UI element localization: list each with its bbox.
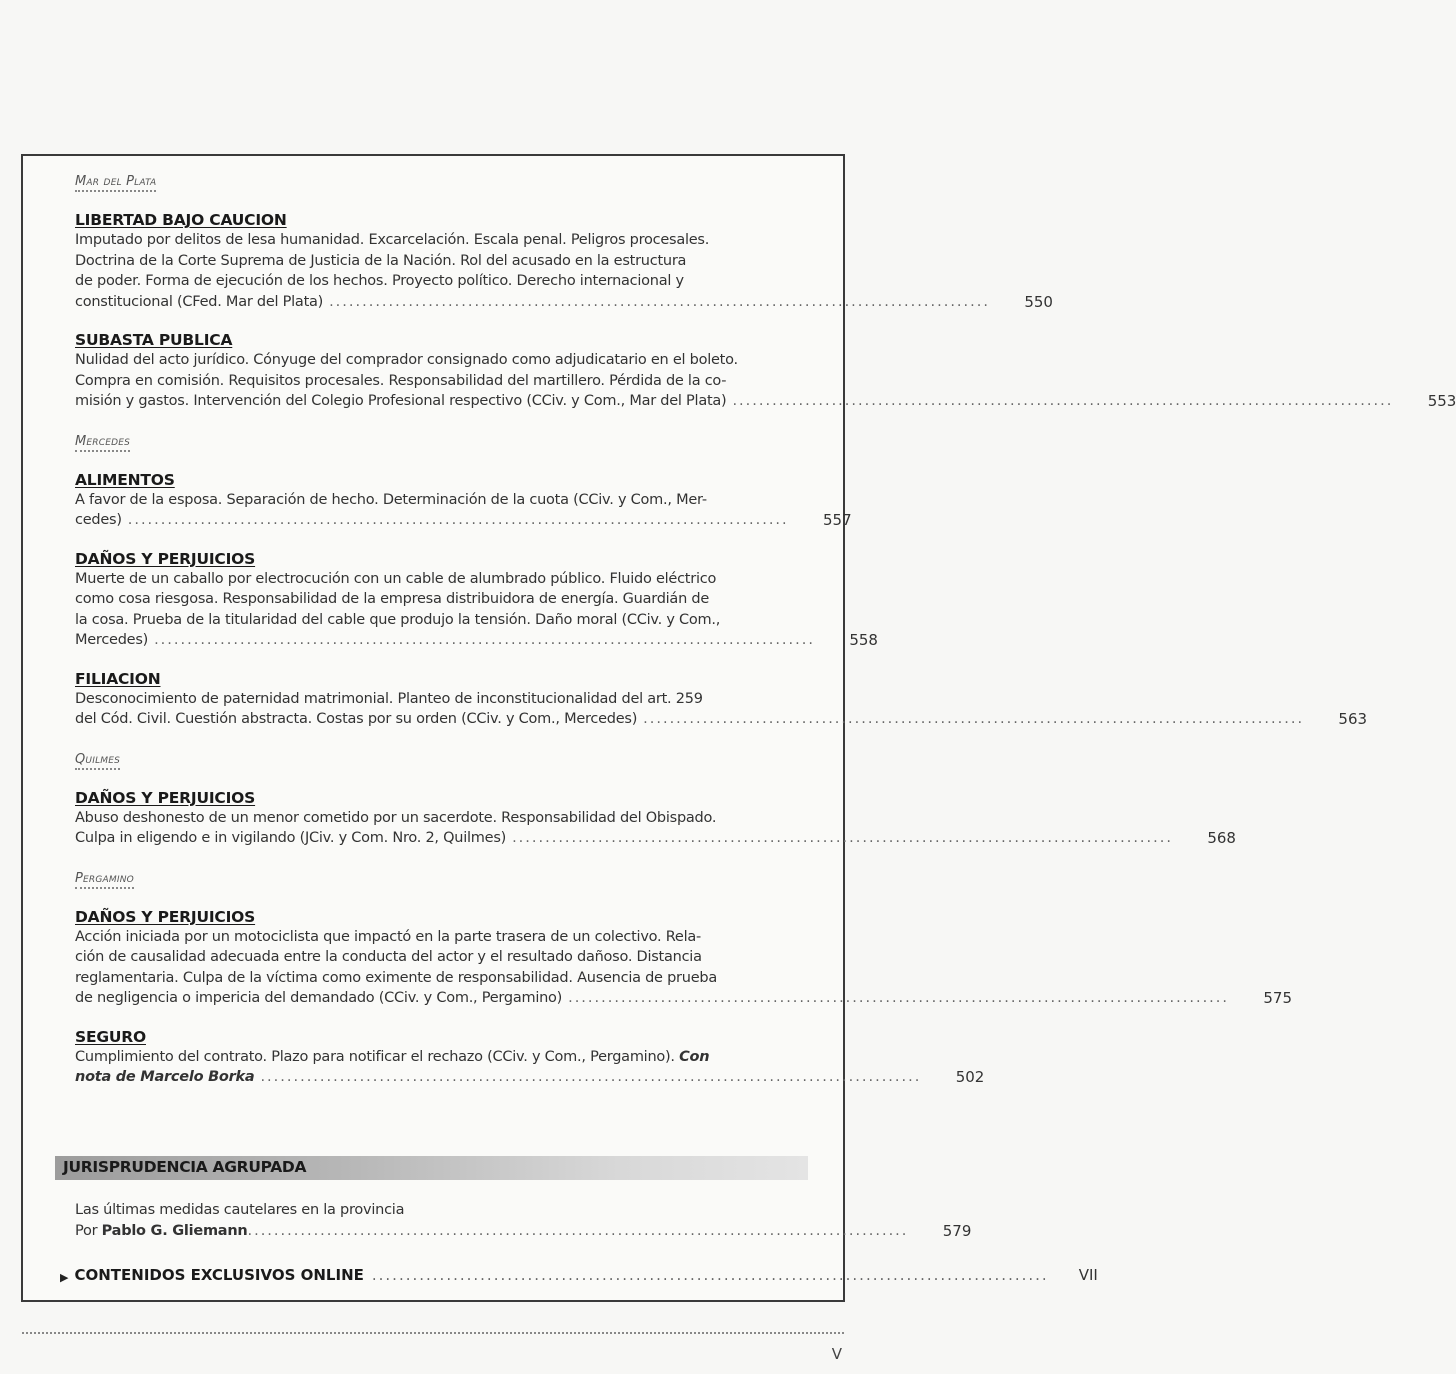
entry-description-line: Imputado por delitos de lesa humanidad. Excarcelación. Escala penal. Peligros procesales. bbox=[75, 232, 710, 248]
entry-title: FILIACION bbox=[75, 669, 161, 688]
entry-page-number: 558 bbox=[849, 631, 878, 649]
index-content bbox=[75, 170, 1456, 1106]
location-heading: Pergamino bbox=[75, 871, 134, 889]
entry-page-number: 550 bbox=[1024, 292, 1053, 311]
entry-page-number: 563 bbox=[1338, 710, 1368, 728]
dot-leader: .................................................................................................... bbox=[154, 632, 815, 648]
index-entry bbox=[75, 788, 1236, 849]
dot-leader: .................................................................................................... bbox=[247, 1222, 909, 1239]
location-heading: Mercedes bbox=[75, 434, 130, 452]
index-entry bbox=[75, 669, 1368, 730]
dot-leader: .................................................................................................... bbox=[260, 1069, 922, 1085]
entry-description-line: constitucional (CFed. Mar del Plata) bbox=[75, 293, 324, 310]
entry-description-line: misión y gastos. Intervención del Colegio Profesional respectivo (CCiv. y Com., Mar del Plata) bbox=[75, 393, 727, 409]
article-title-line: Las últimas medidas cautelares en la provincia bbox=[75, 1202, 405, 1218]
entry-description-line: ción de causalidad adecuada entre la conducta del actor y el resultado dañoso. Distancia bbox=[75, 949, 702, 965]
entry-description-line: cedes) bbox=[75, 512, 122, 528]
dot-leader: .................................................................................................... bbox=[643, 711, 1305, 727]
entry-title: LIBERTAD BAJO CAUCION bbox=[75, 211, 287, 229]
location-heading: Mar del Plata bbox=[75, 174, 156, 192]
entry-title: SUBASTA PUBLICA bbox=[75, 331, 233, 349]
index-entry bbox=[75, 549, 878, 651]
article-by: Por bbox=[75, 1222, 98, 1239]
entry-description-line: Doctrina de la Corte Suprema de Justicia de la Nación. Rol del acusado en la estructura bbox=[75, 252, 687, 269]
entry-description-line: nota de Marcelo Borka bbox=[75, 1069, 255, 1085]
index-entry bbox=[75, 1027, 985, 1088]
entry-page-number: 568 bbox=[1207, 829, 1236, 847]
triangle-right-icon: ▶ bbox=[60, 1271, 69, 1284]
index-entry bbox=[75, 907, 1293, 1009]
online-contents-link[interactable] bbox=[60, 1266, 1098, 1284]
entry-description-line: Cumplimiento del contrato. Plazo para notificar el rechazo (CCiv. y Com., Pergamino). Con bbox=[75, 1048, 710, 1065]
article-page: 579 bbox=[942, 1221, 972, 1240]
page-folio: V bbox=[831, 1345, 842, 1363]
entry-description-line: Abuso deshonesto de un menor cometido por un sacerdote. Responsabilidad del Obispado. bbox=[75, 809, 717, 826]
online-page: VII bbox=[1078, 1266, 1098, 1284]
entry-description-line: Nulidad del acto jurídico. Cónyuge del comprador consignado como adjudicatario en el boleto. bbox=[75, 352, 738, 368]
entry-page-number: 575 bbox=[1263, 989, 1293, 1007]
section-bar-title: JURISPRUDENCIA AGRUPADA bbox=[63, 1158, 307, 1176]
entry-page-number: 502 bbox=[955, 1068, 985, 1086]
online-label: CONTENIDOS EXCLUSIVOS ONLINE bbox=[74, 1266, 364, 1284]
article-entry bbox=[75, 1200, 972, 1241]
article-author: Pablo G. Gliemann bbox=[101, 1222, 248, 1239]
entry-title: ALIMENTOS bbox=[75, 470, 175, 489]
location-heading: Quilmes bbox=[75, 752, 120, 770]
index-entry bbox=[75, 330, 1456, 412]
entry-description-line: de negligencia o impericia del demandado (CCiv. y Com., Pergamino) bbox=[75, 990, 563, 1006]
entry-description-line: Desconocimiento de paternidad matrimonial. Planteo de inconstitucionalidad del art. 259 bbox=[75, 690, 703, 707]
entry-description-line: Mercedes) bbox=[75, 632, 149, 648]
entry-description-line: como cosa riesgosa. Responsabilidad de la empresa distribuidora de energía. Guardián de bbox=[75, 591, 709, 607]
dot-leader: .................................................................................................... bbox=[329, 293, 990, 310]
entry-description-line: de poder. Forma de ejecución de los hechos. Proyecto político. Derecho internacional y bbox=[75, 273, 684, 289]
bottom-divider bbox=[22, 1332, 844, 1334]
dot-leader: .................................................................................................... bbox=[371, 1266, 1049, 1284]
index-entry bbox=[75, 210, 1053, 312]
section-bar bbox=[55, 1156, 808, 1180]
entry-description-line: Compra en comisión. Requisitos procesales. Responsabilidad del martillero. Pérdida de la co- bbox=[75, 372, 727, 389]
dot-leader: .................................................................................................... bbox=[127, 512, 789, 528]
dot-leader: .................................................................................................... bbox=[732, 393, 1394, 409]
dot-leader: .................................................................................................... bbox=[568, 990, 1230, 1006]
entry-description-line: reglamentaria. Culpa de la víctima como eximente de responsabilidad. Ausencia de prueba bbox=[75, 969, 717, 986]
entry-title: DAÑOS Y PERJUICIOS bbox=[75, 549, 256, 568]
entry-description-line: la cosa. Prueba de la titularidad del cable que produjo la tensión. Daño moral (CCiv. y Com., bbox=[75, 611, 721, 628]
dot-leader: .................................................................................................... bbox=[512, 830, 1173, 846]
entry-description-line: del Cód. Civil. Cuestión abstracta. Costas por su orden (CCiv. y Com., Mercedes) bbox=[75, 711, 638, 727]
index-entry bbox=[75, 470, 852, 531]
entry-description-line: A favor de la esposa. Separación de hecho. Determinación de la cuota (CCiv. y Com., Mer- bbox=[75, 491, 707, 508]
entry-title: DAÑOS Y PERJUICIOS bbox=[75, 907, 256, 926]
entry-description-line: Acción iniciada por un motociclista que impactó en la parte trasera de un colectivo. Rela- bbox=[75, 928, 701, 945]
entry-title: DAÑOS Y PERJUICIOS bbox=[75, 788, 256, 807]
entry-description-line: Culpa in eligendo e in vigilando (JCiv. y Com. Nro. 2, Quilmes) bbox=[75, 830, 507, 846]
entry-description-line: Muerte de un caballo por electrocución con un cable de alumbrado público. Fluido eléctrico bbox=[75, 570, 717, 587]
entry-page-number: 557 bbox=[823, 511, 852, 529]
entry-title: SEGURO bbox=[75, 1027, 146, 1046]
entry-page-number: 553 bbox=[1427, 392, 1456, 410]
